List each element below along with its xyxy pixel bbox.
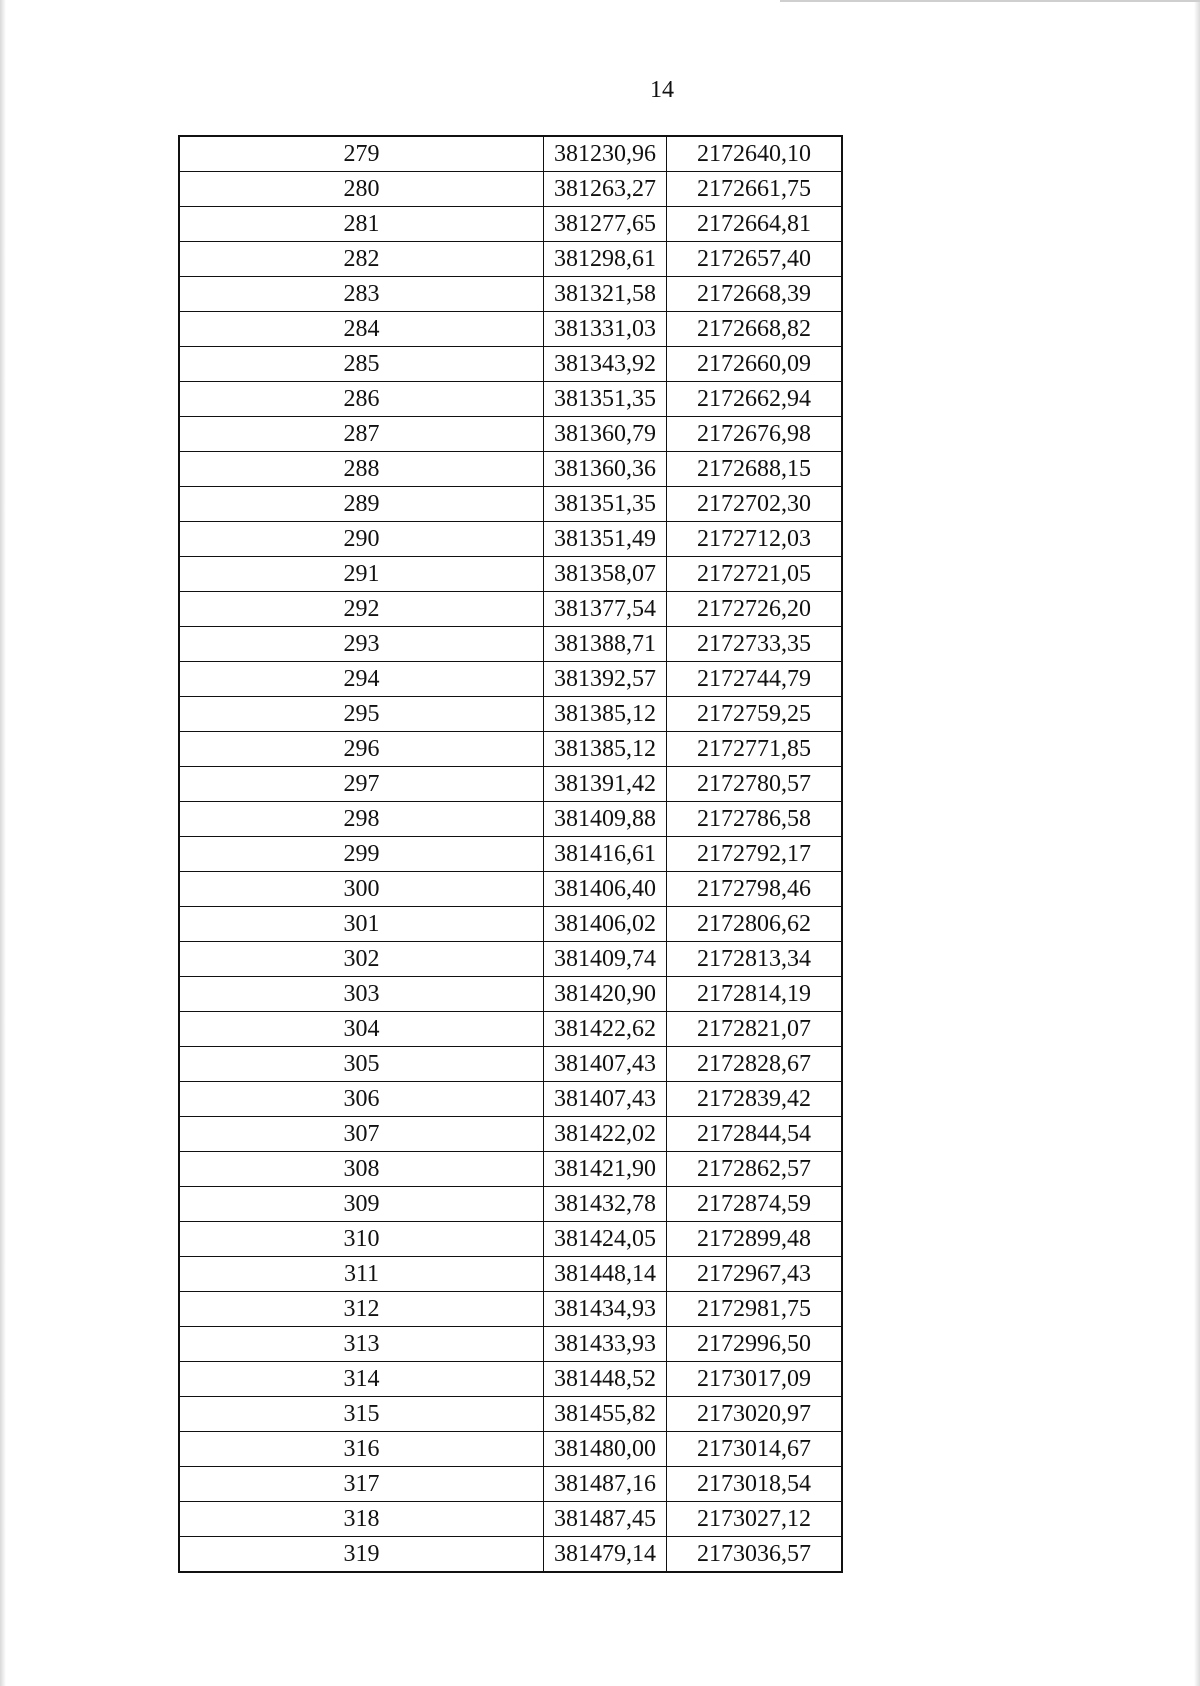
- point-number-cell: 319: [179, 1537, 544, 1573]
- table-row: [179, 1117, 842, 1152]
- y-coordinate-cell: 2172668,82: [667, 312, 843, 347]
- x-coordinate-cell: 381391,42: [544, 767, 667, 802]
- table-row: [179, 1047, 842, 1082]
- x-coordinate-cell: 381351,49: [544, 522, 667, 557]
- table-row: [179, 942, 842, 977]
- x-coordinate-cell: 381487,45: [544, 1502, 667, 1537]
- y-coordinate-cell: 2172640,10: [667, 136, 843, 172]
- x-coordinate-cell: 381448,14: [544, 1257, 667, 1292]
- coordinates-table-body: [179, 136, 842, 1572]
- coordinates-table: [178, 135, 843, 1573]
- table-row: [179, 487, 842, 522]
- table-row: [179, 1397, 842, 1432]
- point-number-cell: 308: [179, 1152, 544, 1187]
- table-row: [179, 802, 842, 837]
- table-row: [179, 452, 842, 487]
- point-number-cell: 297: [179, 767, 544, 802]
- table-row: [179, 1292, 842, 1327]
- point-number-cell: 310: [179, 1222, 544, 1257]
- x-coordinate-cell: 381358,07: [544, 557, 667, 592]
- point-number-cell: 280: [179, 172, 544, 207]
- x-coordinate-cell: 381351,35: [544, 487, 667, 522]
- x-coordinate-cell: 381388,71: [544, 627, 667, 662]
- y-coordinate-cell: 2173020,97: [667, 1397, 843, 1432]
- table-row: [179, 1362, 842, 1397]
- point-number-cell: 305: [179, 1047, 544, 1082]
- y-coordinate-cell: 2173014,67: [667, 1432, 843, 1467]
- x-coordinate-cell: 381455,82: [544, 1397, 667, 1432]
- point-number-cell: 286: [179, 382, 544, 417]
- point-number-cell: 294: [179, 662, 544, 697]
- x-coordinate-cell: 381480,00: [544, 1432, 667, 1467]
- y-coordinate-cell: 2172813,34: [667, 942, 843, 977]
- x-coordinate-cell: 381263,27: [544, 172, 667, 207]
- y-coordinate-cell: 2172786,58: [667, 802, 843, 837]
- point-number-cell: 299: [179, 837, 544, 872]
- x-coordinate-cell: 381230,96: [544, 136, 667, 172]
- x-coordinate-cell: 381434,93: [544, 1292, 667, 1327]
- y-coordinate-cell: 2172996,50: [667, 1327, 843, 1362]
- table-row: [179, 1222, 842, 1257]
- x-coordinate-cell: 381420,90: [544, 977, 667, 1012]
- point-number-cell: 317: [179, 1467, 544, 1502]
- table-row: [179, 242, 842, 277]
- y-coordinate-cell: 2172657,40: [667, 242, 843, 277]
- table-row: [179, 872, 842, 907]
- point-number-cell: 287: [179, 417, 544, 452]
- point-number-cell: 298: [179, 802, 544, 837]
- y-coordinate-cell: 2172712,03: [667, 522, 843, 557]
- point-number-cell: 281: [179, 207, 544, 242]
- y-coordinate-cell: 2173036,57: [667, 1537, 843, 1573]
- table-row: [179, 1467, 842, 1502]
- point-number-cell: 290: [179, 522, 544, 557]
- table-row: [179, 1502, 842, 1537]
- x-coordinate-cell: 381385,12: [544, 697, 667, 732]
- table-row: [179, 417, 842, 452]
- table-row: [179, 907, 842, 942]
- y-coordinate-cell: 2172862,57: [667, 1152, 843, 1187]
- x-coordinate-cell: 381422,02: [544, 1117, 667, 1152]
- point-number-cell: 292: [179, 592, 544, 627]
- y-coordinate-cell: 2172844,54: [667, 1117, 843, 1152]
- y-coordinate-cell: 2172662,94: [667, 382, 843, 417]
- point-number-cell: 279: [179, 136, 544, 172]
- y-coordinate-cell: 2172660,09: [667, 347, 843, 382]
- y-coordinate-cell: 2172676,98: [667, 417, 843, 452]
- x-coordinate-cell: 381351,35: [544, 382, 667, 417]
- point-number-cell: 283: [179, 277, 544, 312]
- table-row: [179, 1327, 842, 1362]
- scan-edge-right: [1194, 0, 1200, 1686]
- x-coordinate-cell: 381343,92: [544, 347, 667, 382]
- y-coordinate-cell: 2172664,81: [667, 207, 843, 242]
- y-coordinate-cell: 2172688,15: [667, 452, 843, 487]
- x-coordinate-cell: 381409,74: [544, 942, 667, 977]
- x-coordinate-cell: 381424,05: [544, 1222, 667, 1257]
- table-row: [179, 732, 842, 767]
- y-coordinate-cell: 2172899,48: [667, 1222, 843, 1257]
- table-row: [179, 1257, 842, 1292]
- y-coordinate-cell: 2172771,85: [667, 732, 843, 767]
- y-coordinate-cell: 2172839,42: [667, 1082, 843, 1117]
- table-row: [179, 1082, 842, 1117]
- point-number-cell: 316: [179, 1432, 544, 1467]
- table-row: [179, 697, 842, 732]
- y-coordinate-cell: 2172661,75: [667, 172, 843, 207]
- table-row: [179, 977, 842, 1012]
- y-coordinate-cell: 2172814,19: [667, 977, 843, 1012]
- x-coordinate-cell: 381421,90: [544, 1152, 667, 1187]
- table-row: [179, 1012, 842, 1047]
- y-coordinate-cell: 2172828,67: [667, 1047, 843, 1082]
- x-coordinate-cell: 381331,03: [544, 312, 667, 347]
- table-row: [179, 207, 842, 242]
- table-row: [179, 1152, 842, 1187]
- table-row: [179, 136, 842, 172]
- y-coordinate-cell: 2173018,54: [667, 1467, 843, 1502]
- y-coordinate-cell: 2172806,62: [667, 907, 843, 942]
- y-coordinate-cell: 2172759,25: [667, 697, 843, 732]
- point-number-cell: 295: [179, 697, 544, 732]
- point-number-cell: 289: [179, 487, 544, 522]
- y-coordinate-cell: 2173017,09: [667, 1362, 843, 1397]
- table-row: [179, 277, 842, 312]
- x-coordinate-cell: 381377,54: [544, 592, 667, 627]
- x-coordinate-cell: 381433,93: [544, 1327, 667, 1362]
- x-coordinate-cell: 381422,62: [544, 1012, 667, 1047]
- table-row: [179, 1187, 842, 1222]
- point-number-cell: 300: [179, 872, 544, 907]
- y-coordinate-cell: 2172981,75: [667, 1292, 843, 1327]
- y-coordinate-cell: 2173027,12: [667, 1502, 843, 1537]
- x-coordinate-cell: 381487,16: [544, 1467, 667, 1502]
- point-number-cell: 315: [179, 1397, 544, 1432]
- x-coordinate-cell: 381360,36: [544, 452, 667, 487]
- table-row: [179, 382, 842, 417]
- x-coordinate-cell: 381407,43: [544, 1082, 667, 1117]
- y-coordinate-cell: 2172874,59: [667, 1187, 843, 1222]
- table-row: [179, 312, 842, 347]
- scan-edge-left: [0, 0, 6, 1686]
- point-number-cell: 288: [179, 452, 544, 487]
- table-row: [179, 627, 842, 662]
- point-number-cell: 296: [179, 732, 544, 767]
- point-number-cell: 302: [179, 942, 544, 977]
- point-number-cell: 314: [179, 1362, 544, 1397]
- point-number-cell: 311: [179, 1257, 544, 1292]
- table-row: [179, 767, 842, 802]
- table-row: [179, 557, 842, 592]
- table-row: [179, 837, 842, 872]
- point-number-cell: 291: [179, 557, 544, 592]
- y-coordinate-cell: 2172780,57: [667, 767, 843, 802]
- table-row: [179, 592, 842, 627]
- x-coordinate-cell: 381406,02: [544, 907, 667, 942]
- x-coordinate-cell: 381360,79: [544, 417, 667, 452]
- point-number-cell: 306: [179, 1082, 544, 1117]
- y-coordinate-cell: 2172967,43: [667, 1257, 843, 1292]
- y-coordinate-cell: 2172726,20: [667, 592, 843, 627]
- x-coordinate-cell: 381416,61: [544, 837, 667, 872]
- point-number-cell: 318: [179, 1502, 544, 1537]
- x-coordinate-cell: 381392,57: [544, 662, 667, 697]
- x-coordinate-cell: 381277,65: [544, 207, 667, 242]
- table-row: [179, 662, 842, 697]
- point-number-cell: 304: [179, 1012, 544, 1047]
- point-number-cell: 309: [179, 1187, 544, 1222]
- table-row: [179, 1432, 842, 1467]
- x-coordinate-cell: 381298,61: [544, 242, 667, 277]
- x-coordinate-cell: 381406,40: [544, 872, 667, 907]
- scan-edge-top: [780, 0, 1200, 2]
- x-coordinate-cell: 381321,58: [544, 277, 667, 312]
- table-row: [179, 172, 842, 207]
- point-number-cell: 301: [179, 907, 544, 942]
- y-coordinate-cell: 2172668,39: [667, 277, 843, 312]
- point-number-cell: 303: [179, 977, 544, 1012]
- x-coordinate-cell: 381409,88: [544, 802, 667, 837]
- page-number: 14: [650, 77, 674, 103]
- y-coordinate-cell: 2172821,07: [667, 1012, 843, 1047]
- y-coordinate-cell: 2172702,30: [667, 487, 843, 522]
- point-number-cell: 313: [179, 1327, 544, 1362]
- table-row: [179, 522, 842, 557]
- point-number-cell: 285: [179, 347, 544, 382]
- point-number-cell: 284: [179, 312, 544, 347]
- point-number-cell: 293: [179, 627, 544, 662]
- y-coordinate-cell: 2172798,46: [667, 872, 843, 907]
- x-coordinate-cell: 381407,43: [544, 1047, 667, 1082]
- x-coordinate-cell: 381448,52: [544, 1362, 667, 1397]
- x-coordinate-cell: 381385,12: [544, 732, 667, 767]
- y-coordinate-cell: 2172744,79: [667, 662, 843, 697]
- x-coordinate-cell: 381432,78: [544, 1187, 667, 1222]
- y-coordinate-cell: 2172792,17: [667, 837, 843, 872]
- point-number-cell: 282: [179, 242, 544, 277]
- table-row: [179, 347, 842, 382]
- y-coordinate-cell: 2172721,05: [667, 557, 843, 592]
- point-number-cell: 312: [179, 1292, 544, 1327]
- y-coordinate-cell: 2172733,35: [667, 627, 843, 662]
- table-row: [179, 1537, 842, 1573]
- x-coordinate-cell: 381479,14: [544, 1537, 667, 1573]
- point-number-cell: 307: [179, 1117, 544, 1152]
